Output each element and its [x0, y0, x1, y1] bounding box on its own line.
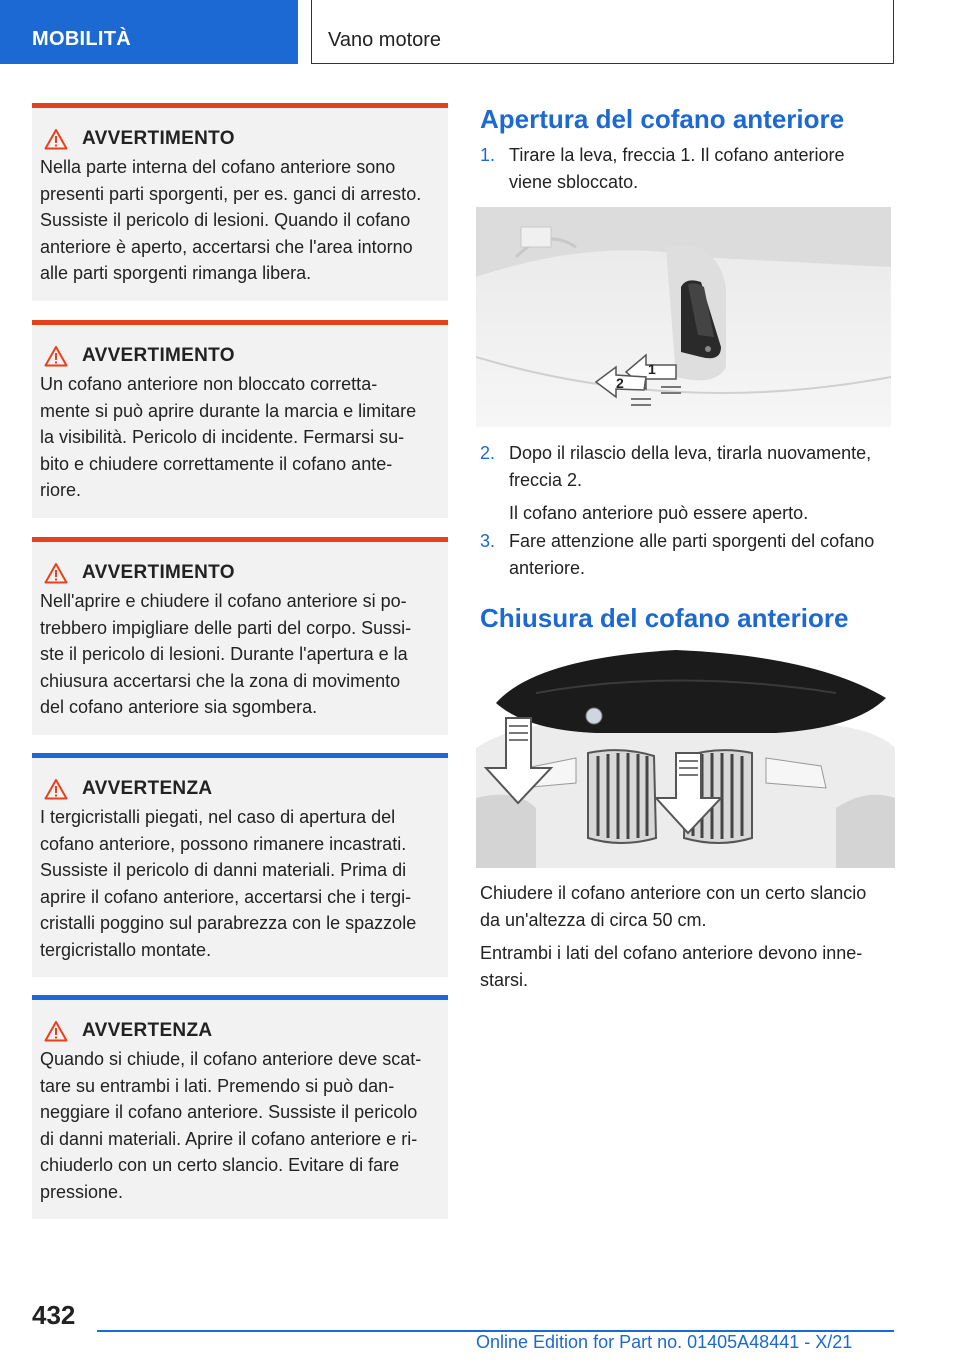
step-1 — [480, 142, 900, 195]
hood-release-lever-figure — [476, 207, 891, 427]
edition-text: Online Edition for Part no. 01405A48441 - X/21 — [476, 1332, 853, 1352]
warning-box-1 — [32, 103, 448, 301]
warning-triangle-icon — [44, 1020, 68, 1042]
warning-triangle-icon — [44, 128, 68, 150]
warning-title: AVVERTIMENTO — [82, 562, 235, 583]
chapter-title: Vano motore — [328, 29, 442, 51]
warning-text: Un cofano anteriore non bloccato corretta- mente si può aprire durante la marcia e limitare la visibilità. Pericolo di incidente. Fermarsi su- bito e chiudere correttamente il cofano ante- riore. — [40, 374, 417, 500]
chapter-tab — [311, 0, 894, 64]
notice-title: AVVERTENZA — [82, 1020, 213, 1041]
step-note: Il cofano anteriore può essere aperto. — [509, 503, 809, 523]
warning-triangle-icon — [44, 345, 68, 367]
warning-triangle-icon — [44, 778, 68, 800]
warning-box-2 — [32, 320, 448, 518]
notice-text: Quando si chiude, il cofano anteriore deve scat- tare su entrambi i lati. Premendo si può dan- neggiare il cofano anteriore. Sussiste il pericolo di danni materiali. Aprire il cofano anteriore e ri- chiuderlo con un certo slancio. Evitare di fare pressione. — [40, 1049, 422, 1202]
notice-title: AVVERTENZA — [82, 778, 213, 799]
step-number: 3. — [480, 531, 496, 551]
step-text: Tirare la leva, freccia 1. Il cofano anteriore viene sbloccato. — [509, 145, 845, 192]
warning-triangle-icon — [44, 562, 68, 584]
step-2 — [480, 440, 900, 527]
step-3 — [480, 528, 900, 581]
closing-heading: Chiusura del cofano anteriore — [480, 603, 849, 633]
warning-box-3 — [32, 537, 448, 735]
notice-box-2 — [32, 995, 448, 1219]
section-tab — [0, 0, 298, 64]
section-title: MOBILITÀ — [32, 28, 132, 50]
notice-box-1 — [32, 753, 448, 977]
step-text: Dopo il rilascio della leva, tirarla nuovamente, freccia 2. Il cofano anteriore può essere aperto. — [509, 440, 900, 527]
notice-text: I tergicristalli piegati, nel caso di apertura del cofano anteriore, possono rimanere incastrati. Sussiste il pericolo di danni materiali. Prima di aprire il cofano anteriore, accertarsi che i tergi- cristalli poggino sul parabrezza con le spazzole tergicristallo montate. — [40, 807, 417, 960]
warning-title: AVVERTIMENTO — [82, 345, 235, 366]
closing-paragraph-2: Entrambi i lati del cofano anteriore devono inne- starsi. — [480, 943, 863, 990]
step-text: Fare attenzione alle parti sporgenti del cofano anteriore. — [509, 531, 875, 578]
step-number: 1. — [480, 145, 496, 165]
warning-title: AVVERTIMENTO — [82, 128, 235, 149]
warning-text: Nell'aprire e chiudere il cofano anteriore si po- trebbero impigliare delle parti del corpo. Sussi- ste il pericolo di lesioni. Durante l'apertura e la chiusura accertarsi che la zona di movimento del cofano anteriore sia sgombera. — [40, 591, 412, 717]
page-number: 432 — [32, 1300, 76, 1330]
arrow-label-1: 1 — [648, 361, 656, 377]
warning-text: Nella parte interna del cofano anteriore sono presenti parti sporgenti, per es. ganci di arresto. Sussiste il pericolo di lesioni. Quando il cofano anteriore è aperto, accertarsi che l'area intorno alle parti sporgenti rimanga libera. — [40, 157, 422, 283]
step-number: 2. — [480, 443, 496, 463]
arrow-label-2: 2 — [616, 375, 624, 391]
hood-closing-figure — [476, 648, 895, 868]
opening-heading: Apertura del cofano anteriore — [480, 104, 845, 134]
closing-paragraph-1: Chiudere il cofano anteriore con un certo slancio da un'altezza di circa 50 cm. — [480, 883, 867, 930]
